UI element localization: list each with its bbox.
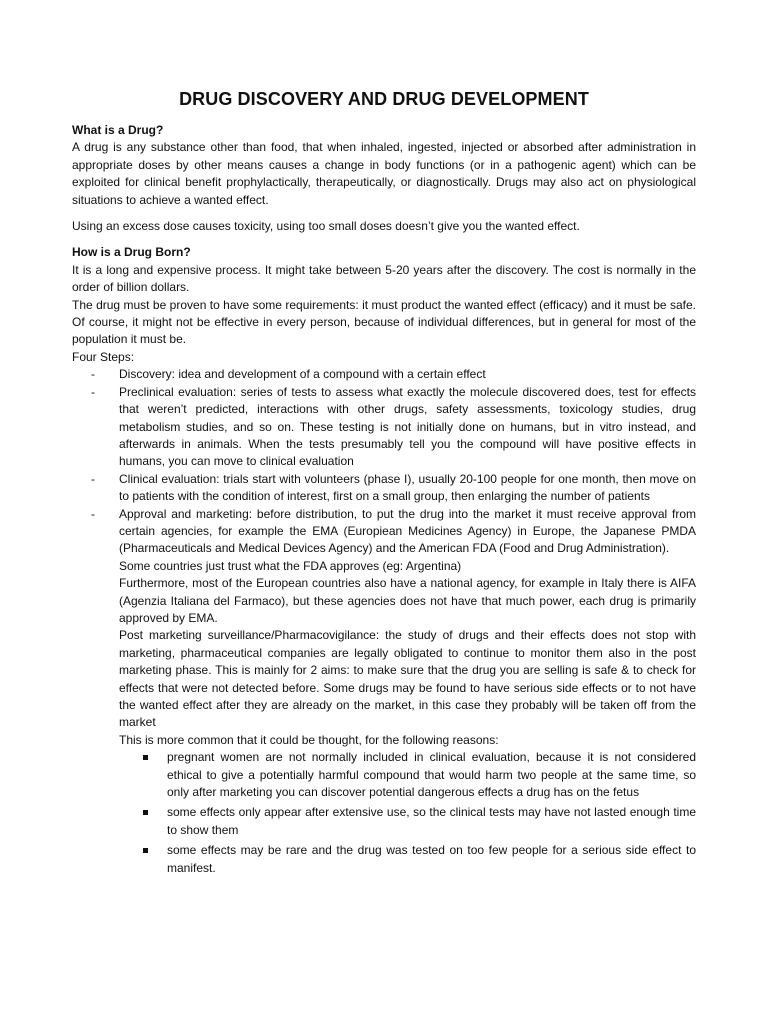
four-steps-label: Four Steps:	[72, 349, 135, 364]
reasons-list	[72, 749, 696, 877]
step-text: Approval and marketing: before distribution, to put the drug into the market it must receive approval from certain agencies, for example the EMA (Europiean Medicines Agency) in Europe, the Japanese PMDA (Pharmaceuticals and Medical Devices Agency) and the American FDA (Food and Drug Administration).	[119, 506, 696, 556]
fda-trust-note: Some countries just trust what the FDA approves (eg: Argentina)	[119, 558, 462, 573]
step-text: Discovery: idea and development of a compound with a certain effect	[119, 367, 486, 382]
step-preclinical	[72, 384, 696, 471]
reason-text: some effects may be rare and the drug was tested on too few people for a serious side effect to manifest.	[167, 843, 696, 875]
definition-paragraph: A drug is any substance other than food, that when inhaled, ingested, injected or absorbed after administration in appropriate doses by other means causes a change in body functions (or in a pathogenic agent) which can be exploited for clinical benefit prophylactically, therapeutically, or diagnostically. Drugs may also act on physiological situations to achieve a wanted effect.	[72, 140, 696, 207]
steps-list	[72, 366, 696, 557]
document-page	[72, 88, 696, 880]
document-title: DRUG DISCOVERY AND DRUG DEVELOPMENT	[179, 89, 589, 109]
reason-text: some effects only appear after extensive use, so the clinical tests may have not lasted enough time to show them	[167, 805, 696, 837]
square-bullet-icon	[143, 755, 148, 760]
reason-item	[72, 804, 696, 839]
square-bullet-icon	[143, 810, 148, 815]
pharmacovigilance-paragraph: Post marketing surveillance/Pharmacovigilance: the study of drugs and their effects does not stop with marketing, pharmaceutical companies are legally obligated to continue to monitor them also in the post marketing phase. This is mainly for 2 aims: to make sure that the drug you are selling is safe & to check for effects that were not detected before. Some drugs may be found to have serious side effects or to not have the wanted effect after they are already on the market, in this case they probably will be taken off from the market	[119, 628, 696, 730]
reason-item	[72, 749, 696, 801]
step-approval	[72, 506, 696, 558]
dash-marker: -	[91, 384, 95, 399]
step-text: Clinical evaluation: trials start with volunteers (phase I), usually 20-100 people for one month, then move on to patients with the condition of interest, first on a small group, then enlarging the number of patients	[119, 471, 696, 504]
reason-text: pregnant women are not normally included in clinical evaluation, because it is not considered ethical to give a potentially harmful compound that would harm two people at the same time, so only after marketing you can discover potential dangerous effects a drug has on the fetus	[167, 750, 696, 800]
dash-marker: -	[91, 506, 95, 521]
reasons-intro: This is more common that it could be thought, for the following reasons:	[119, 732, 499, 747]
process-paragraph: It is a long and expensive process. It might take between 5-20 years after the discovery. The cost is normally in the order of billion dollars.	[72, 262, 696, 295]
step-text: Preclinical evaluation: series of tests to assess what exactly the molecule discovered does, test for effects that weren’t predicted, interactions with other drugs, safety assessments, toxicology studies, drug metabolism studies, and so on. These testing is not initially done on humans, but in vitro instead, and afterwards in animals. When the tests presumably tell you the compound will have positive effects in humans, you can move to clinical evaluation	[119, 384, 696, 469]
square-bullet-icon	[143, 848, 148, 853]
heading-what-is-a-drug: What is a Drug?	[72, 123, 164, 137]
dash-marker: -	[91, 471, 95, 486]
dose-paragraph: Using an excess dose causes toxicity, using too small doses doesn’t give you the wanted effect.	[72, 219, 580, 234]
heading-how-is-a-drug-born: How is a Drug Born?	[72, 245, 191, 260]
dash-marker: -	[91, 367, 95, 382]
national-agency-note: Furthermore, most of the European countries also have a national agency, for example in Italy there is AIFA (Agenzia Italiana del Farmaco), but these agencies does not have that much power, each drug is primarily approved by EMA.	[119, 576, 696, 625]
requirements-paragraph: The drug must be proven to have some requirements: it must product the wanted effect (efficacy) and it must be safe. Of course, it might not be effective in every person, because of individual differences, but in general for most of the population it must be.	[72, 297, 696, 347]
reason-item	[72, 842, 696, 877]
step-discovery	[72, 366, 696, 383]
step-clinical	[72, 471, 696, 506]
